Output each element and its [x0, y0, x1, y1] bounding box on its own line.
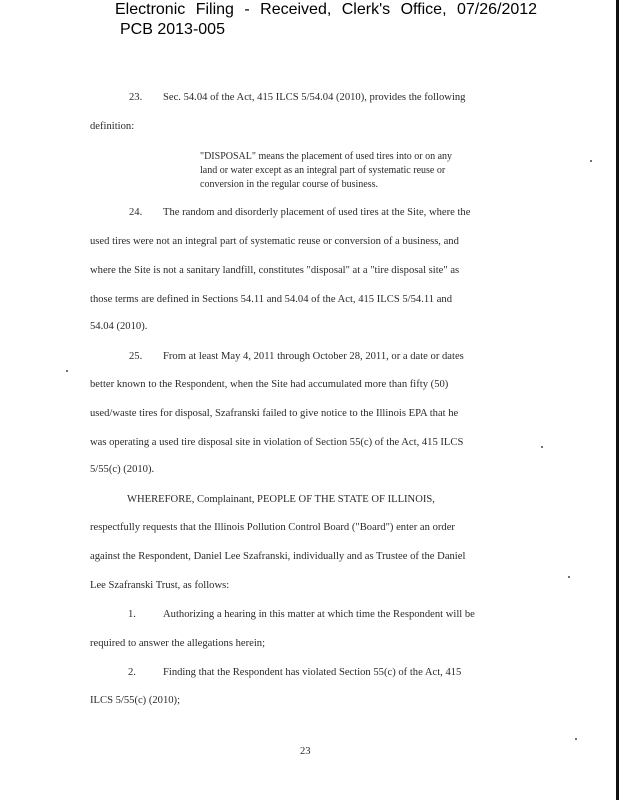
scan-speck — [590, 160, 592, 162]
filing-stamp-line: Electronic Filing - Received, Clerk's Office, 07/26/2012 — [115, 1, 538, 18]
wherefore-line: respectfully requests that the Illinois Pollution Control Board ("Board") enter an order — [90, 522, 455, 533]
scan-speck — [568, 576, 570, 578]
para-24-line: those terms are defined in Sections 54.11 and 54.04 of the Act, 415 ILCS 5/54.11 and — [90, 294, 452, 305]
definition-quote-line: conversion in the regular course of business. — [200, 179, 379, 190]
relief-item-1-line: Authorizing a hearing in this matter at which time the Respondent will be — [163, 609, 475, 620]
wherefore-line: against the Respondent, Daniel Lee Szafranski, individually and as Trustee of the Daniel — [90, 551, 466, 562]
scan-speck — [541, 446, 543, 448]
relief-item-1-number: 1. — [128, 609, 136, 620]
definition-quote-line: "DISPOSAL" means the placement of used tires into or on any — [200, 151, 453, 162]
para-25-number: 25. — [129, 351, 143, 362]
relief-item-2-line: Finding that the Respondent has violated Section 55(c) of the Act, 415 — [163, 667, 462, 678]
filing-stamp-header — [115, 0, 537, 40]
wherefore-line: Lee Szafranski Trust, as follows: — [90, 580, 230, 591]
para-25-line: 5/55(c) (2010). — [90, 464, 155, 475]
scan-speck — [575, 738, 577, 740]
case-number: PCB 2013-005 — [120, 21, 225, 38]
para-25-line: was operating a used tire disposal site in violation of Section 55(c) of the Act, 415 ILCS — [90, 437, 464, 448]
para-25-line: used/waste tires for disposal, Szafranski failed to give notice to the Illinois EPA that he — [90, 408, 459, 419]
para-23-line: definition: — [90, 121, 135, 132]
para-24-number: 24. — [129, 207, 143, 218]
wherefore-line: WHEREFORE, Complainant, PEOPLE OF THE STATE OF ILLINOIS, — [127, 494, 435, 505]
para-23-line: Sec. 54.04 of the Act, 415 ILCS 5/54.04 (2010), provides the following — [163, 92, 466, 103]
para-25-line: better known to the Respondent, when the Site had accumulated more than fifty (50) — [90, 379, 449, 390]
relief-item-2-number: 2. — [128, 667, 136, 678]
page-number: 23 — [300, 746, 311, 757]
definition-quote-line: land or water except as an integral part of systematic reuse or — [200, 165, 446, 176]
para-24-line: 54.04 (2010). — [90, 321, 148, 332]
para-24-line: where the Site is not a sanitary landfill, constitutes "disposal" at a "tire disposal site" as — [90, 265, 460, 276]
relief-item-2-line: ILCS 5/55(c) (2010); — [90, 695, 181, 706]
para-24-line: The random and disorderly placement of used tires at the Site, where the — [163, 207, 471, 218]
para-23-number: 23. — [129, 92, 143, 103]
relief-item-1-line: required to answer the allegations herein; — [90, 638, 266, 649]
para-25-line: From at least May 4, 2011 through October 28, 2011, or a date or dates — [163, 351, 464, 362]
para-24-line: used tires were not an integral part of systematic reuse or conversion of a business, and — [90, 236, 459, 247]
scan-speck — [66, 370, 68, 372]
